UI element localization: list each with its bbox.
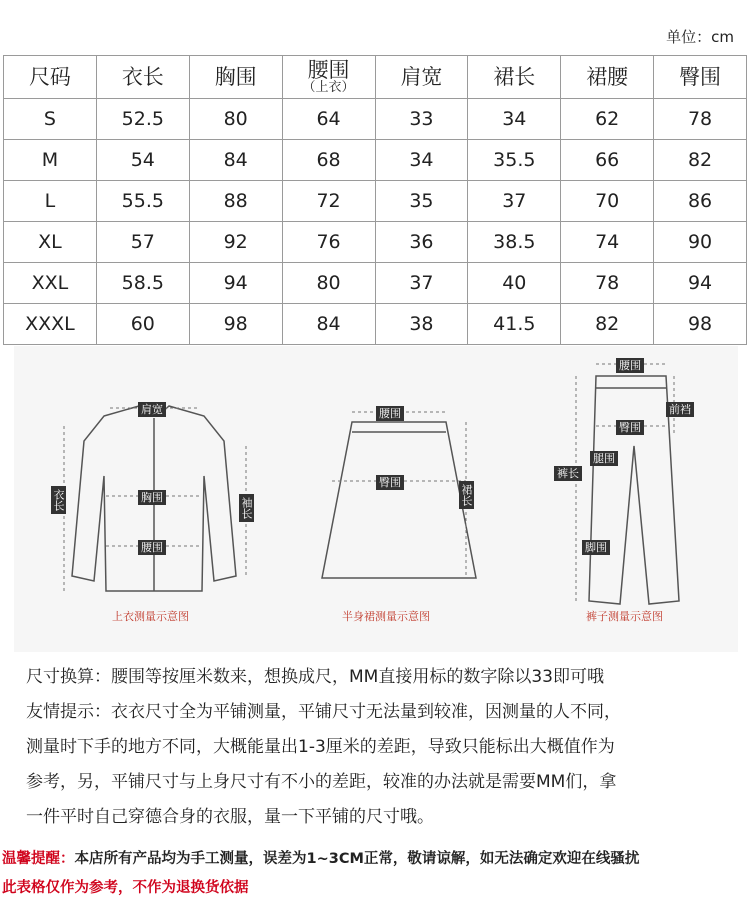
table-cell: 98: [189, 304, 282, 345]
pants-caption: 裤子测量示意图: [586, 610, 663, 623]
warning-block: [2, 845, 748, 903]
table-cell: 33: [375, 99, 468, 140]
table-cell: 54: [96, 140, 189, 181]
note-line: 参考，另，平铺尺寸与上身尺寸有不小的差距，较准的办法就是需要MM们，拿: [26, 772, 617, 792]
table-cell: 68: [282, 140, 375, 181]
table-cell: 82: [654, 140, 747, 181]
label-shirt-waist: 腰围: [138, 540, 166, 555]
table-cell: XL: [4, 222, 97, 263]
size-notes: [26, 660, 736, 835]
table-cell: 40: [468, 263, 561, 304]
table-cell: XXXL: [4, 304, 97, 345]
table-row: [4, 222, 747, 263]
table-cell: 84: [189, 140, 282, 181]
label-skirt-hip: 臀围: [376, 475, 404, 490]
table-cell: 66: [561, 140, 654, 181]
table-cell: M: [4, 140, 97, 181]
label-pants-waist: 腰围: [616, 358, 644, 373]
table-cell: 78: [561, 263, 654, 304]
table-cell: 84: [282, 304, 375, 345]
warning-line2: 此表格仅作为参考，不作为退换货依据: [2, 880, 249, 896]
table-cell: 34: [468, 99, 561, 140]
table-cell: 37: [468, 181, 561, 222]
header-waist: 腰围 （上衣）: [282, 56, 375, 99]
table-cell: 62: [561, 99, 654, 140]
label-skirt-waist: 腰围: [376, 406, 404, 421]
table-row: [4, 140, 747, 181]
table-cell: 78: [654, 99, 747, 140]
table-cell: 60: [96, 304, 189, 345]
garment-illustrations: [14, 346, 738, 652]
warning-label: 温馨提醒：: [2, 851, 75, 867]
table-cell: L: [4, 181, 97, 222]
table-row: [4, 304, 747, 345]
header-chest: 胸围: [189, 56, 282, 99]
skirt-outline: [322, 422, 476, 578]
table-cell: 72: [282, 181, 375, 222]
table-row: [4, 263, 747, 304]
note-line: 测量时下手的地方不同，大概能量出1-3厘米的差距，导致只能标出大概值作为: [26, 737, 615, 757]
header-skirt-length: 裙长: [468, 56, 561, 99]
table-cell: 58.5: [96, 263, 189, 304]
table-cell: 90: [654, 222, 747, 263]
label-pants-length: 裤长: [554, 466, 582, 481]
table-cell: 86: [654, 181, 747, 222]
label-skirt-length: 裙长: [459, 481, 474, 509]
label-chest: 胸围: [138, 490, 166, 505]
header-skirt-waist: 裙腰: [561, 56, 654, 99]
size-chart-table: [3, 55, 747, 345]
measurement-diagram: [14, 346, 738, 652]
unit-label: 单位：cm: [666, 28, 734, 46]
label-thigh: 腿围: [590, 451, 618, 466]
table-cell: 55.5: [96, 181, 189, 222]
note-line: 友情提示：衣衣尺寸全为平铺测量，平铺尺寸无法量到较准，因测量的人不同，: [26, 702, 621, 722]
note-line: 一件平时自己穿德合身的衣服，量一下平铺的尺寸哦。: [26, 807, 434, 827]
header-shoulder: 肩宽: [375, 56, 468, 99]
note-line: 尺寸换算：腰围等按厘米数来，想换成尺，MM直接用标的数字除以33即可哦: [26, 667, 604, 687]
table-cell: S: [4, 99, 97, 140]
header-hip: 臀围: [654, 56, 747, 99]
table-cell: 94: [189, 263, 282, 304]
table-cell: 36: [375, 222, 468, 263]
table-cell: 80: [189, 99, 282, 140]
table-cell: 74: [561, 222, 654, 263]
table-row: [4, 181, 747, 222]
header-length: 衣长: [96, 56, 189, 99]
table-cell: 37: [375, 263, 468, 304]
label-pants-hip: 臀围: [616, 420, 644, 435]
table-cell: 52.5: [96, 99, 189, 140]
shirt-caption: 上衣测量示意图: [112, 610, 189, 623]
table-cell: 94: [654, 263, 747, 304]
warning-text: 本店所有产品均为手工测量，误差为1~3CM正常，敬请谅解，如无法确定欢迎在线骚扰: [74, 851, 640, 867]
table-cell: 88: [189, 181, 282, 222]
table-header-row: [4, 56, 747, 99]
skirt-caption: 半身裙测量示意图: [342, 610, 430, 623]
table-cell: 92: [189, 222, 282, 263]
table-cell: 35.5: [468, 140, 561, 181]
table-cell: 38: [375, 304, 468, 345]
table-cell: 64: [282, 99, 375, 140]
header-size: 尺码: [4, 56, 97, 99]
label-shoulder: 肩宽: [138, 402, 166, 417]
table-cell: 57: [96, 222, 189, 263]
table-cell: 35: [375, 181, 468, 222]
table-cell: 80: [282, 263, 375, 304]
table-cell: 76: [282, 222, 375, 263]
table-cell: 70: [561, 181, 654, 222]
label-sleeve: 袖长: [239, 494, 254, 522]
table-cell: 34: [375, 140, 468, 181]
table-cell: 41.5: [468, 304, 561, 345]
table-cell: 38.5: [468, 222, 561, 263]
label-shirt-length: 衣长: [51, 486, 66, 514]
table-cell: 98: [654, 304, 747, 345]
label-rise: 前裆: [666, 402, 694, 417]
table-cell: XXL: [4, 263, 97, 304]
table-cell: 82: [561, 304, 654, 345]
table-row: [4, 99, 747, 140]
label-hem: 脚围: [582, 540, 610, 555]
